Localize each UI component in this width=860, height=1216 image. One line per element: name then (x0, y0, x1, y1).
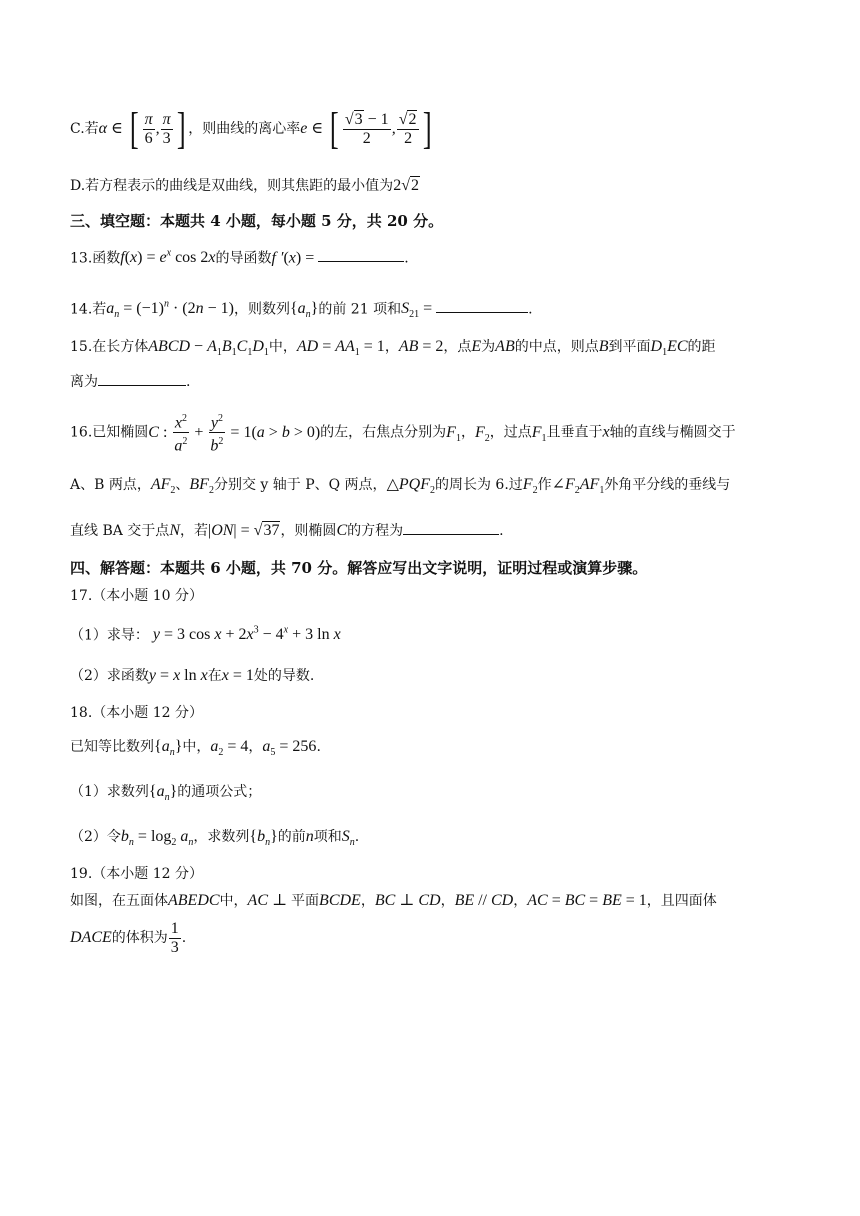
section-4-heading: 四、解答题：本题共 6 小题，共 70 分。解答应写出文字说明，证明过程或演算步骤。 (70, 559, 648, 577)
question-17-part-2: （2）求函数y = x ln x在x = 1处的导数. (70, 667, 315, 684)
question-15: 15.在长方体ABCD − $A_1B_1C_1D_1$中，AD = $AA_1 = 1$，AB = 2，点E为AB的中点，则点B到平面$D_1EC$的距 (70, 338, 716, 359)
answer-blank[interactable] (318, 261, 404, 262)
question-17-part-1: （1）求导： y = 3 $\cos x + 2x^3 - 4^x + 3$ ln x (70, 625, 341, 644)
question-18-title: 18.（本小题 12 分） (70, 705, 203, 721)
question-16-line-3: 直线 BA 交于点N，若|ON| = √37，则椭圆C的方程为 . (70, 522, 504, 539)
option-c-text: C.若 (70, 121, 99, 137)
question-19-title: 19.（本小题 12 分） (70, 866, 203, 882)
question-13: 13.函数$f(x) = e^x$ cos 2x的导函数f ′(x) = . (70, 248, 409, 267)
question-16-line-2: A、B 两点，$AF_2$、$BF_2$分别交 y 轴于 P、Q 两点，$\triangle PQF_2$的周长为 6.过$F_2$作$\angle F_2AF_1$外角平分线的垂线与 (70, 476, 731, 497)
option-d: D.若方程表示的曲线是双曲线，则其焦距的最小值为2√2 (70, 177, 419, 194)
section-3-heading: 三、填空题：本题共 4 小题，每小题 5 分，共 20 分。 (70, 212, 444, 230)
question-18-intro: 已知等比数列$\{a_n\}$中，$a_2 = 4$，$a_5 = 256$. (70, 738, 321, 759)
question-19-line-1: 如图，在五面体ABEDC中，AC ⊥ 平面BCDE，BC ⊥ CD，BE // CD，AC = BC = BE = 1，且四面体 (70, 892, 717, 909)
option-d-text: D.若方程表示的曲线是双曲线，则其焦距的最小值为 (70, 178, 394, 194)
question-18-part-1: （1）求数列$\{a_n\}$的通项公式； (70, 783, 262, 804)
answer-blank[interactable] (436, 312, 528, 313)
answer-blank[interactable] (403, 534, 499, 535)
question-14: 14.若$a_n = (-1)^n \cdot (2n - 1)$，则数列$\{a_n\}$的前 21 项和$S_{21}$ = . (70, 299, 533, 321)
answer-blank[interactable] (98, 385, 186, 386)
question-19-line-2: DACE的体积为 $\frac{1}{3}$ . (70, 919, 187, 956)
question-18-part-2: （2）令$b_n = \log_2 a_n$，求数列$\{b_n\}$的前n项和$S_n$. (70, 828, 360, 849)
option-c: C.若α ∈ [ $\frac{\pi}{6}$ , $\frac{\pi}{3}$ ] ，则曲线的离心率e ∈ [ $\frac{√3 - 1}{2}$ , $\frac{√2}{2}$ ] (70, 104, 433, 154)
question-17-title: 17.（本小题 10 分） (70, 588, 203, 604)
question-15-line-2: 离为 . (70, 374, 191, 390)
question-16: 16.已知椭圆C : $\frac{x^2}{a^2}$ + $\frac{y^2}{b^2}$ = 1(a > b > 0)的左，右焦点分别为$F_1$，$F_2$，过点$F_1$且垂直于x轴的直线与椭圆交于 (70, 410, 736, 461)
